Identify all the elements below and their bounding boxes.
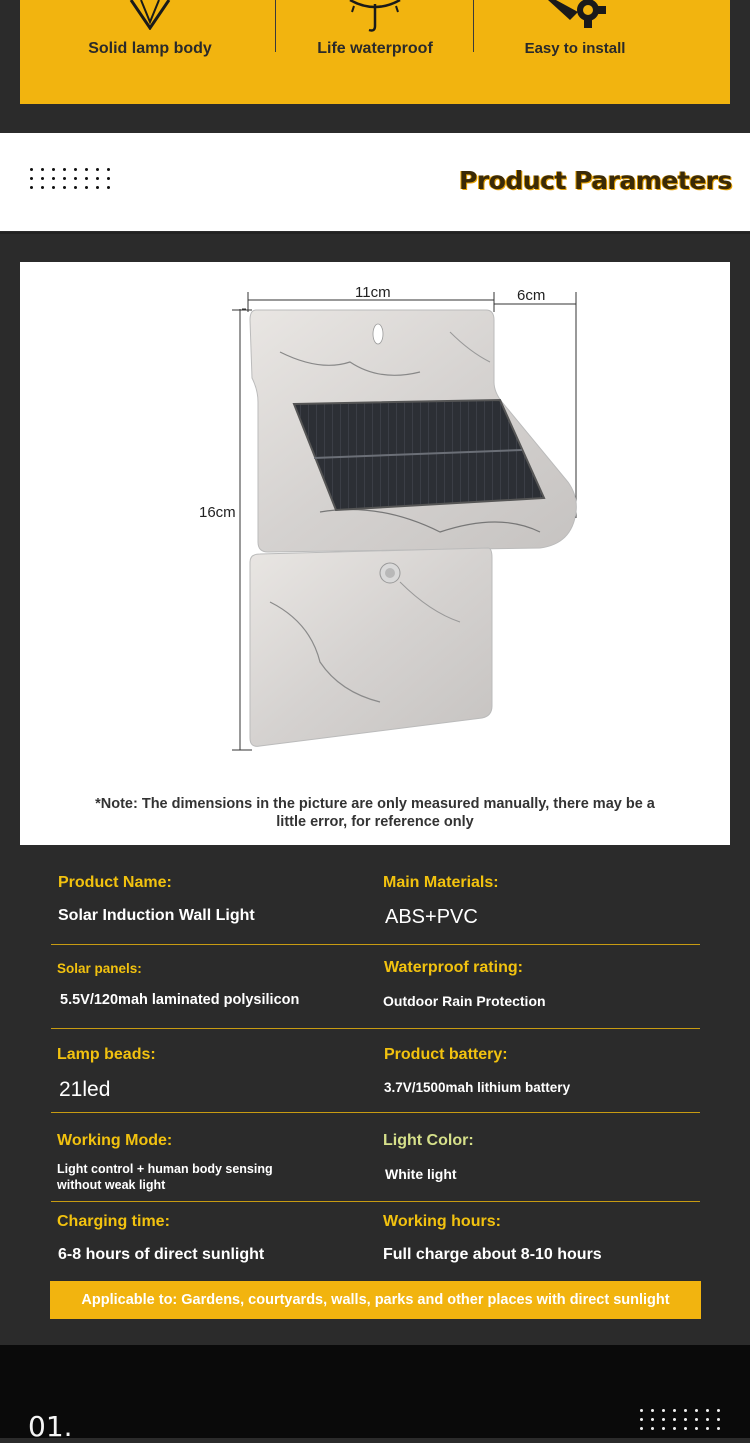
row-divider [51,1112,700,1113]
section-number: 01. [28,1410,73,1443]
row-divider [51,944,700,945]
section-header [0,133,750,231]
dot-grid-decoration [30,168,112,189]
depth-dimension: 6cm [517,287,546,304]
param-label: Lamp beads: [57,1046,156,1063]
feature-label: Life waterproof [317,40,433,57]
feature-install [475,0,675,104]
param-label: Product battery: [384,1046,508,1063]
width-dimension: 11cm [355,284,391,301]
feature-label: Easy to install [524,40,626,57]
umbrella-icon [340,0,410,41]
param-label: Light Color: [383,1132,474,1149]
param-value: ABS+PVC [385,906,478,928]
param-label: Solar panels: [57,961,142,976]
feature-label: Solid lamp body [88,40,212,57]
product-image [20,262,730,762]
row-divider [51,1028,700,1029]
param-value: Full charge about 8-10 hours [383,1246,602,1263]
diamond-icon [125,0,175,35]
param-value: White light [385,1166,457,1182]
param-label: Charging time: [57,1213,170,1230]
product-image-panel [20,262,730,845]
feature-waterproof [275,0,475,104]
row-divider [51,1201,700,1202]
height-dimension: 16cm [199,504,236,521]
param-value: Light control + human body sensing without weak light [57,1162,273,1192]
top-band [0,0,750,133]
param-value: 21led [59,1078,111,1101]
feature-solid-body [50,0,250,104]
dot-grid-decoration [640,1409,722,1430]
param-label: Product Name: [58,874,172,891]
param-value: 5.5V/120mah laminated polysilicon [60,992,300,1008]
bottom-strip [0,1345,750,1438]
param-label: Working Mode: [57,1132,173,1149]
param-label: Working hours: [383,1213,501,1230]
divider [473,0,474,52]
header-underline [0,232,750,234]
page-title: Product Parameters [459,166,732,195]
param-value: 6-8 hours of direct sunlight [58,1246,265,1263]
feature-box [20,0,730,104]
param-value: 3.7V/1500mah lithium battery [384,1080,571,1095]
measurement-note: *Note: The dimensions in the picture are only measured manually, there may be a little error, for reference only [95,796,655,830]
param-value: Outdoor Rain Protection [383,993,546,1009]
applicable-banner: Applicable to: Gardens, courtyards, walls, parks and other places with direct sunlight [50,1281,701,1319]
param-label: Main Materials: [383,874,499,891]
gear-icon [540,0,610,37]
param-label: Waterproof rating: [384,959,523,976]
param-value: Solar Induction Wall Light [58,907,255,924]
